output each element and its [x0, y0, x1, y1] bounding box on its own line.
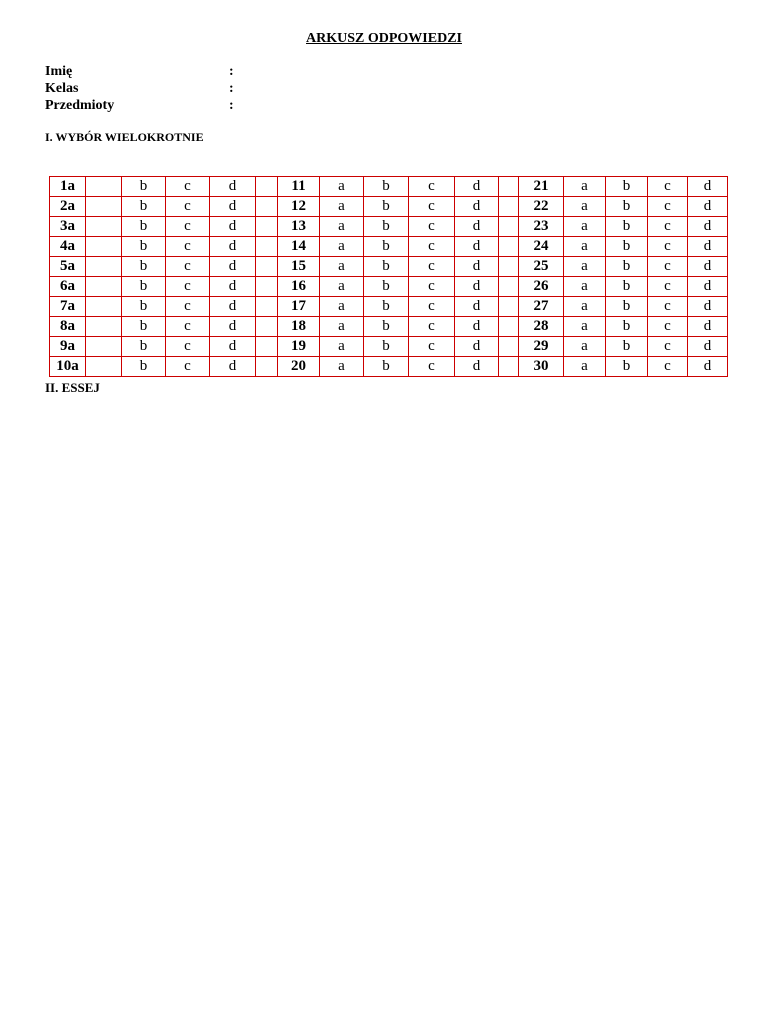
- field-label: Kelas: [45, 81, 79, 96]
- answer-option[interactable]: a: [564, 237, 606, 257]
- question-number: 23: [519, 217, 564, 237]
- answer-option[interactable]: d: [210, 337, 256, 357]
- answer-option[interactable]: d: [455, 237, 499, 257]
- answer-option[interactable]: [86, 197, 122, 217]
- answer-option[interactable]: b: [364, 357, 409, 377]
- answer-option[interactable]: b: [122, 277, 166, 297]
- answer-option[interactable]: b: [122, 177, 166, 197]
- answer-option[interactable]: d: [210, 297, 256, 317]
- question-number: 16: [278, 277, 320, 297]
- spacer-cell: [256, 357, 278, 377]
- answer-option[interactable]: b: [122, 357, 166, 377]
- spacer-cell: [499, 357, 519, 377]
- spacer-cell: [256, 277, 278, 297]
- answer-row: [50, 357, 728, 377]
- answer-option[interactable]: b: [364, 197, 409, 217]
- question-number: 27: [519, 297, 564, 317]
- spacer-cell: [499, 337, 519, 357]
- spacer-cell: [499, 297, 519, 317]
- question-number: 17: [278, 297, 320, 317]
- answer-option[interactable]: c: [409, 237, 455, 257]
- answer-option[interactable]: b: [606, 177, 648, 197]
- question-number: 6a: [50, 277, 86, 297]
- answer-option[interactable]: b: [122, 337, 166, 357]
- answer-option[interactable]: a: [564, 357, 606, 377]
- answer-option[interactable]: [86, 337, 122, 357]
- answer-option[interactable]: b: [122, 297, 166, 317]
- answer-option[interactable]: a: [320, 197, 364, 217]
- spacer-cell: [499, 257, 519, 277]
- question-number: 10a: [50, 357, 86, 377]
- answer-row: [50, 297, 728, 317]
- answer-option[interactable]: a: [564, 337, 606, 357]
- answer-option[interactable]: b: [606, 317, 648, 337]
- answer-option[interactable]: c: [409, 277, 455, 297]
- question-number: 12: [278, 197, 320, 217]
- answer-option[interactable]: a: [320, 297, 364, 317]
- answer-option[interactable]: c: [409, 357, 455, 377]
- answer-option[interactable]: a: [320, 337, 364, 357]
- spacer-cell: [256, 177, 278, 197]
- answer-row: [50, 337, 728, 357]
- answer-option[interactable]: c: [648, 337, 688, 357]
- answer-option[interactable]: d: [210, 217, 256, 237]
- answer-row: [50, 257, 728, 277]
- answer-option[interactable]: a: [320, 277, 364, 297]
- answer-grid: [49, 176, 728, 377]
- answer-option[interactable]: [86, 317, 122, 337]
- spacer-cell: [499, 237, 519, 257]
- answer-option[interactable]: c: [166, 277, 210, 297]
- answer-option[interactable]: a: [564, 217, 606, 237]
- answer-row: [50, 317, 728, 337]
- section-multiple-choice-title: I. WYBÓR WIELOKROTNIE: [45, 130, 204, 144]
- spacer-cell: [499, 277, 519, 297]
- answer-option[interactable]: b: [606, 217, 648, 237]
- answer-row: [50, 217, 728, 237]
- answer-option[interactable]: c: [648, 197, 688, 217]
- answer-option[interactable]: d: [210, 237, 256, 257]
- question-number: 1a: [50, 177, 86, 197]
- answer-option[interactable]: d: [210, 197, 256, 217]
- field-colon: :: [229, 98, 234, 113]
- answer-option[interactable]: b: [606, 357, 648, 377]
- answer-option[interactable]: a: [564, 257, 606, 277]
- answer-option[interactable]: b: [364, 337, 409, 357]
- answer-option[interactable]: d: [455, 217, 499, 237]
- answer-option[interactable]: a: [564, 317, 606, 337]
- spacer-cell: [499, 197, 519, 217]
- question-number: 4a: [50, 237, 86, 257]
- field-label: Imię: [45, 64, 73, 79]
- spacer-cell: [256, 317, 278, 337]
- question-number: 14: [278, 237, 320, 257]
- answer-option[interactable]: b: [122, 197, 166, 217]
- answer-row: [50, 197, 728, 217]
- answer-option[interactable]: a: [320, 237, 364, 257]
- answer-option[interactable]: [86, 237, 122, 257]
- question-number: 22: [519, 197, 564, 217]
- answer-option[interactable]: c: [648, 237, 688, 257]
- answer-option[interactable]: c: [166, 357, 210, 377]
- answer-option[interactable]: a: [320, 217, 364, 237]
- answer-row: [50, 177, 728, 197]
- answer-option[interactable]: d: [688, 177, 728, 197]
- answer-option[interactable]: d: [455, 177, 499, 197]
- question-number: 18: [278, 317, 320, 337]
- field-colon: :: [229, 64, 234, 79]
- answer-option[interactable]: [86, 217, 122, 237]
- answer-option[interactable]: d: [210, 317, 256, 337]
- answer-option[interactable]: c: [648, 297, 688, 317]
- page-title: ARKUSZ ODPOWIEDZI: [306, 31, 462, 46]
- answer-option[interactable]: a: [564, 177, 606, 197]
- answer-option[interactable]: c: [166, 317, 210, 337]
- question-number: 20: [278, 357, 320, 377]
- answer-option[interactable]: c: [166, 257, 210, 277]
- answer-option[interactable]: d: [688, 297, 728, 317]
- question-number: 25: [519, 257, 564, 277]
- answer-option[interactable]: d: [455, 297, 499, 317]
- question-number: 28: [519, 317, 564, 337]
- answer-option[interactable]: b: [122, 317, 166, 337]
- answer-option[interactable]: c: [166, 337, 210, 357]
- answer-option[interactable]: d: [210, 277, 256, 297]
- answer-option[interactable]: [86, 357, 122, 377]
- question-number: 29: [519, 337, 564, 357]
- spacer-cell: [256, 237, 278, 257]
- question-number: 19: [278, 337, 320, 357]
- answer-option[interactable]: d: [455, 317, 499, 337]
- answer-option[interactable]: b: [122, 217, 166, 237]
- answer-option[interactable]: d: [688, 317, 728, 337]
- question-number: 24: [519, 237, 564, 257]
- student-info: [45, 63, 234, 114]
- answer-option[interactable]: b: [606, 197, 648, 217]
- field-colon: :: [229, 81, 234, 96]
- question-number: 13: [278, 217, 320, 237]
- spacer-cell: [256, 217, 278, 237]
- spacer-cell: [499, 177, 519, 197]
- answer-option[interactable]: c: [409, 197, 455, 217]
- answer-option[interactable]: a: [564, 197, 606, 217]
- answer-option[interactable]: d: [455, 257, 499, 277]
- answer-option[interactable]: b: [364, 177, 409, 197]
- answer-option[interactable]: c: [166, 177, 210, 197]
- answer-option[interactable]: c: [648, 277, 688, 297]
- answer-row: [50, 237, 728, 257]
- answer-option[interactable]: b: [364, 297, 409, 317]
- answer-option[interactable]: d: [210, 257, 256, 277]
- answer-option[interactable]: d: [455, 277, 499, 297]
- answer-option[interactable]: d: [210, 357, 256, 377]
- answer-option[interactable]: b: [364, 317, 409, 337]
- question-number: 15: [278, 257, 320, 277]
- answer-option[interactable]: d: [688, 277, 728, 297]
- answer-option[interactable]: c: [409, 297, 455, 317]
- answer-option[interactable]: d: [688, 197, 728, 217]
- field-subjects: [45, 97, 234, 114]
- question-number: 2a: [50, 197, 86, 217]
- answer-option[interactable]: c: [409, 257, 455, 277]
- answer-option[interactable]: b: [606, 237, 648, 257]
- answer-option[interactable]: [86, 277, 122, 297]
- field-name: [45, 63, 234, 80]
- answer-option[interactable]: c: [166, 297, 210, 317]
- answer-option[interactable]: d: [455, 197, 499, 217]
- answer-option[interactable]: a: [320, 257, 364, 277]
- answer-option[interactable]: b: [606, 337, 648, 357]
- question-number: 7a: [50, 297, 86, 317]
- spacer-cell: [256, 197, 278, 217]
- answer-option[interactable]: a: [320, 317, 364, 337]
- answer-option[interactable]: d: [688, 357, 728, 377]
- answer-option[interactable]: d: [688, 337, 728, 357]
- answer-option[interactable]: d: [455, 337, 499, 357]
- answer-option[interactable]: d: [688, 237, 728, 257]
- answer-option[interactable]: b: [364, 237, 409, 257]
- question-number: 8a: [50, 317, 86, 337]
- answer-option[interactable]: d: [688, 217, 728, 237]
- answer-option[interactable]: c: [409, 177, 455, 197]
- question-number: 3a: [50, 217, 86, 237]
- answer-option[interactable]: c: [409, 217, 455, 237]
- answer-option[interactable]: c: [648, 217, 688, 237]
- answer-option[interactable]: c: [648, 317, 688, 337]
- answer-option[interactable]: c: [166, 197, 210, 217]
- field-label: Przedmioty: [45, 98, 115, 113]
- spacer-cell: [256, 337, 278, 357]
- answer-option[interactable]: c: [166, 217, 210, 237]
- answer-option[interactable]: c: [648, 357, 688, 377]
- answer-option[interactable]: c: [409, 317, 455, 337]
- spacer-cell: [256, 297, 278, 317]
- answer-option[interactable]: c: [648, 257, 688, 277]
- question-number: 9a: [50, 337, 86, 357]
- field-class: [45, 80, 234, 97]
- answer-option[interactable]: b: [122, 257, 166, 277]
- answer-option[interactable]: c: [648, 177, 688, 197]
- answer-option[interactable]: b: [364, 257, 409, 277]
- answer-option[interactable]: [86, 177, 122, 197]
- spacer-cell: [499, 317, 519, 337]
- answer-option[interactable]: d: [455, 357, 499, 377]
- question-number: 30: [519, 357, 564, 377]
- answer-option[interactable]: c: [409, 337, 455, 357]
- answer-option[interactable]: a: [320, 177, 364, 197]
- answer-option[interactable]: a: [564, 277, 606, 297]
- answer-option[interactable]: a: [320, 357, 364, 377]
- answer-option[interactable]: b: [606, 277, 648, 297]
- spacer-cell: [256, 257, 278, 277]
- answer-option[interactable]: b: [606, 257, 648, 277]
- answer-option[interactable]: a: [564, 297, 606, 317]
- question-number: 26: [519, 277, 564, 297]
- answer-option[interactable]: b: [364, 277, 409, 297]
- answer-option[interactable]: c: [166, 237, 210, 257]
- answer-option[interactable]: b: [364, 217, 409, 237]
- spacer-cell: [499, 217, 519, 237]
- answer-option[interactable]: b: [122, 237, 166, 257]
- question-number: 5a: [50, 257, 86, 277]
- answer-option[interactable]: d: [210, 177, 256, 197]
- question-number: 21: [519, 177, 564, 197]
- answer-option[interactable]: [86, 257, 122, 277]
- section-essay-title: II. ESSEJ: [45, 380, 100, 395]
- answer-option[interactable]: b: [606, 297, 648, 317]
- question-number: 11: [278, 177, 320, 197]
- answer-row: [50, 277, 728, 297]
- answer-option[interactable]: [86, 297, 122, 317]
- answer-option[interactable]: d: [688, 257, 728, 277]
